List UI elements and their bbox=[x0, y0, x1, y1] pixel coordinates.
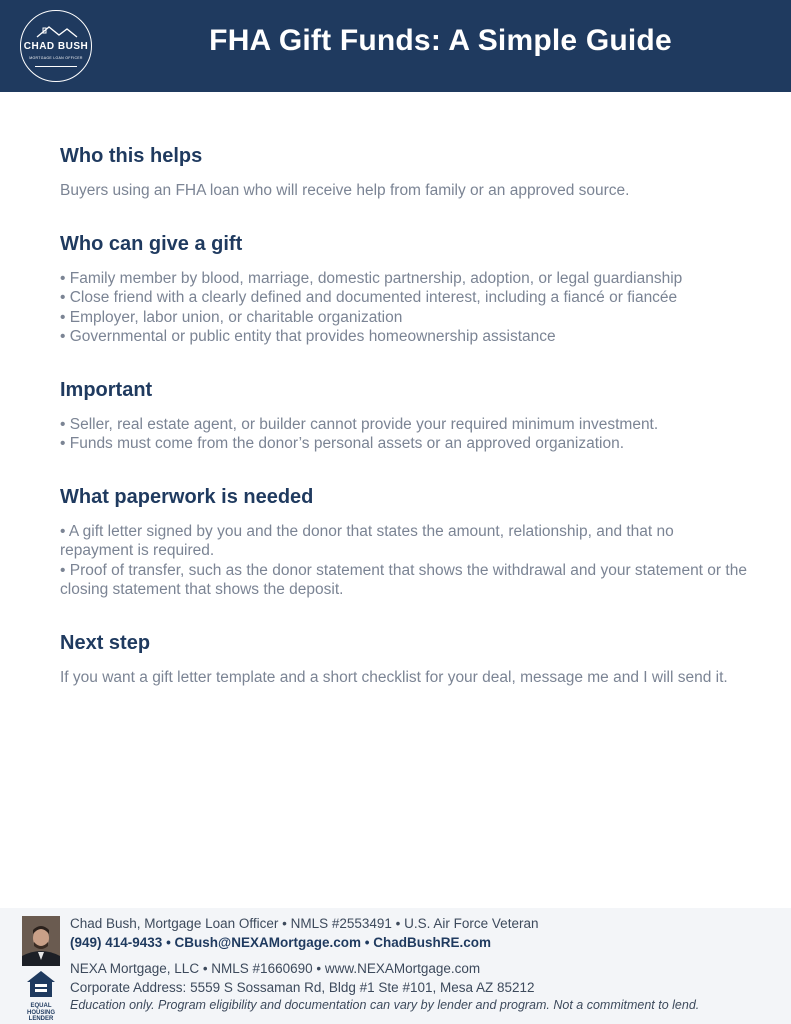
logo-divider bbox=[35, 66, 77, 67]
house-roof-icon bbox=[35, 23, 79, 39]
section-heading: Important bbox=[60, 378, 153, 401]
eho-label: EQUAL HOUSING bbox=[26, 1003, 55, 1016]
section-heading: Who this helps bbox=[60, 145, 203, 167]
officer-line: Chad Bush, Mortgage Loan Officer • NMLS #2553491 • U.S. Air Force Veteran bbox=[70, 916, 539, 931]
list-item: • Close friend with a clearly defined and documented interest, including a fiancé or fiancée bbox=[60, 289, 678, 306]
logo-name: CHAD BUSH bbox=[23, 41, 89, 52]
section-text: Buyers using an FHA loan who will receive help from family or an approved source. bbox=[60, 182, 630, 199]
equal-housing-lender-logo bbox=[22, 970, 60, 1022]
section-important bbox=[60, 379, 750, 454]
bullet-list bbox=[60, 522, 750, 600]
list-item: • Governmental or public entity that provides homeownership assistance bbox=[60, 328, 556, 345]
list-item: • Seller, real estate agent, or builder cannot provide your required minimum investment. bbox=[60, 415, 659, 433]
main-content bbox=[60, 145, 750, 719]
address-line: Corporate Address: 5559 S Sossaman Rd, Bldg #1 Ste #101, Mesa AZ 85212 bbox=[70, 980, 535, 995]
section-heading: What paperwork is needed bbox=[60, 485, 314, 508]
section-next-step bbox=[60, 632, 750, 688]
avatar bbox=[22, 916, 60, 966]
bullet-list bbox=[60, 415, 750, 454]
page-title: FHA Gift Funds: A Simple Guide bbox=[209, 24, 672, 57]
section-who-this-helps bbox=[60, 145, 750, 201]
header-banner bbox=[0, 0, 791, 92]
section-text: If you want a gift letter template and a short checklist for your deal, message me and I will send it. bbox=[60, 668, 728, 686]
section-paperwork bbox=[60, 486, 750, 600]
list-item: • A gift letter signed by you and the donor that states the amount, relationship, and that no repayment is required. bbox=[60, 522, 674, 559]
spacer bbox=[70, 952, 770, 959]
contact-line: (949) 414-9433 • CBush@NEXAMortgage.com • ChadBushRE.com bbox=[70, 935, 491, 950]
equal-housing-icon bbox=[26, 970, 56, 998]
section-who-can-give bbox=[60, 233, 750, 347]
company-line: NEXA Mortgage, LLC • NMLS #1660690 • www.NEXAMortgage.com bbox=[70, 961, 481, 976]
list-item: • Family member by blood, marriage, domestic partnership, adoption, or legal guardianship bbox=[60, 269, 683, 287]
logo-subtitle: MORTGAGE LOAN OFFICER bbox=[29, 56, 83, 60]
list-item: • Employer, labor union, or charitable organization bbox=[60, 308, 403, 326]
section-heading: Next step bbox=[60, 631, 151, 654]
chad-bush-logo bbox=[20, 10, 92, 82]
section-heading: Who can give a gift bbox=[60, 232, 243, 255]
list-item: • Proof of transfer, such as the donor statement that shows the withdrawal and your statement or the closing statement that shows the deposit. bbox=[60, 561, 747, 598]
headshot-photo-icon bbox=[22, 916, 60, 966]
list-item: • Funds must come from the donor’s personal assets or an approved organization. bbox=[60, 435, 625, 452]
disclaimer: Education only. Program eligibility and documentation can vary by lender and program. Not a commitment to lend. bbox=[70, 998, 700, 1012]
bullet-list bbox=[60, 269, 750, 347]
footer bbox=[0, 908, 791, 1024]
footer-text bbox=[70, 914, 770, 1014]
eho-label: LENDER bbox=[28, 1016, 54, 1022]
